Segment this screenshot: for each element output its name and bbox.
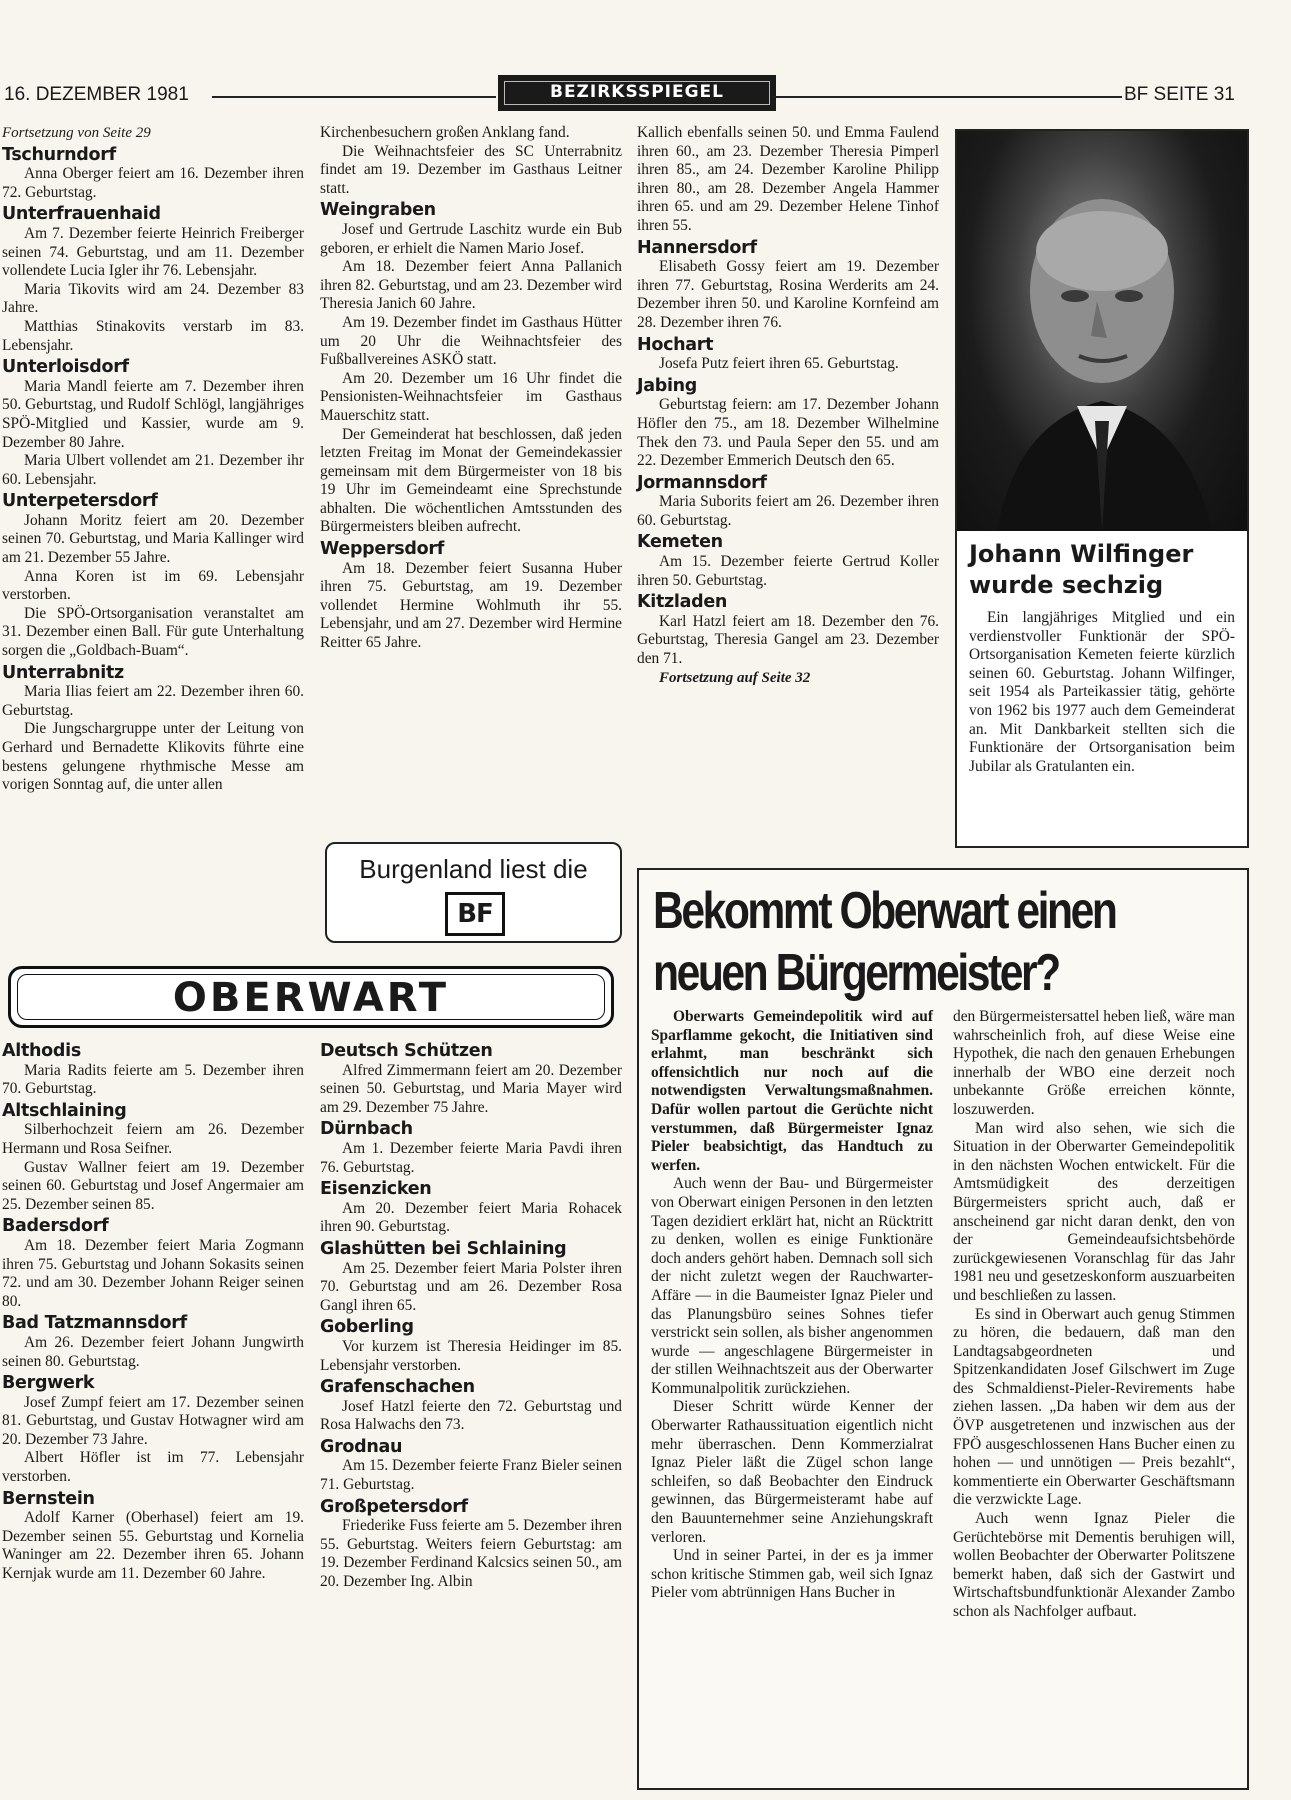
locality-heading: Badersdorf [2, 1216, 109, 1237]
article-paragraph: den Bürgermeistersattel heben ließ, wäre man wahrscheinlich froh, auf diese Weise eine Hypothek, die nach den genauen Erhebungen innerhalb der WBO eine derzeit noch unbekannte Größe erreichen könnte, loszuwerden. [953, 1008, 1235, 1118]
locality-heading: Eisenzicken [320, 1179, 432, 1200]
locality-heading: Dürnbach [320, 1119, 413, 1140]
article-headline [653, 880, 1137, 1004]
portrait-illustration [957, 131, 1247, 531]
locality-heading: Hochart [637, 334, 714, 355]
article-paragraph: Es sind in Oberwart auch genug Stimmen zu hören, die bedauern, daß man den Landtagsabgeordneten und Spitzenkandidaten Josef Gilschwert im Zuge des Schmaldienst-Pieler-Revirements habe ziehen lassen. „Da haben wir dem aus der ÖVP ausgetretenen und inzwischen aus der FPÖ ausgeschlossenen Hans Bucher einen zu hohen — und unnötigen — Preis bezahlt“, kommentierte ein Oberwarter Geschäftsmann die verzwickte Lage. [953, 1305, 1235, 1509]
news-paragraph: Kallich ebenfalls seinen 50. und Emma Faulend ihren 60., am 23. Dezember Theresia Pimperl ihren 85., am 24. Dezember Karoline Philipp ihren 80., am 28. Dezember Angela Hammer ihren 65. und am 29. Dezember Helene Tinhof ihren 55. [637, 124, 939, 234]
locality-heading: Weingraben [320, 200, 436, 221]
section-title: BEZIRKSSPIEGEL [549, 82, 724, 102]
header-rule-left [212, 96, 496, 98]
news-paragraph: Maria Ulbert vollendet am 21. Dezember ihr 60. Lebensjahr. [2, 452, 304, 488]
locality-heading: Unterfrauenhaid [2, 204, 161, 225]
photo-feature [955, 129, 1249, 848]
section-title-box [498, 75, 776, 111]
news-paragraph: Am 15. Dezember feierte Gertrud Koller ihren 50. Geburtstag. [637, 553, 939, 589]
locality-heading: Bergwerk [2, 1373, 95, 1394]
news-paragraph: Adolf Karner (Oberhasel) feiert am 19. Dezember seinen 55. Geburtstag und Kornelia Waninger am 22. Dezember ihren 65. Johann Kernjak wurde am 11. Dezember 60 Jahre. [2, 1509, 304, 1583]
locality-heading: Kemeten [637, 532, 723, 553]
column-3 [637, 124, 939, 687]
locality-heading: Großpetersdorf [320, 1496, 468, 1517]
page-number: BF SEITE 31 [1124, 84, 1235, 105]
news-paragraph: Silberhochzeit feiern am 26. Dezember Hermann und Rosa Seifner. [2, 1121, 304, 1157]
news-paragraph: Die Jungschargruppe unter der Leitung von Gerhard und Bernadette Klikovits führte eine bestens gelungene rhythmische Messe am vorigen Sonntag auf, die unter allen [2, 720, 304, 794]
news-paragraph: Geburtstag feiern: am 17. Dezember Johann Höfler den 75., am 18. Dezember Wilhelmine Thek den 73. und Paula Seper den 55. und am 22. Dezember Emmerich Deutsch den 65. [637, 396, 939, 470]
locality-heading: Glashütten bei Schlaining [320, 1238, 567, 1259]
news-paragraph: Elisabeth Gossy feiert am 19. Dezember ihren 77. Geburtstag, Rosina Werderits am 24. Dezember ihren 50. und Karoline Kornfeind am 28. Dezember ihren 76. [637, 258, 939, 331]
locality-heading: Bad Tatzmannsdorf [2, 1313, 187, 1334]
article-column-2 [953, 1008, 1235, 1622]
news-paragraph: Maria Suborits feiert am 26. Dezember ihren 60. Geburtstag. [637, 493, 939, 529]
photo-caption [965, 539, 1239, 776]
news-paragraph: Am 25. Dezember feiert Maria Polster ihren 70. Geburtstag und am 26. Dezember Rosa Gangl ihren 65. [320, 1259, 622, 1314]
article-column-1 [651, 1008, 933, 1603]
news-paragraph: Alfred Zimmermann feiert am 20. Dezember seinen 50. Geburtstag, und Maria Mayer wird am 29. Dezember 75 Jahre. [320, 1061, 622, 1116]
news-paragraph: Am 15. Dezember feierte Franz Bieler seinen 71. Geburtstag. [320, 1457, 622, 1494]
news-paragraph: Josef Zumpf feiert am 17. Dezember seinen 81. Geburtstag, und Gustav Hotwagner wird am 20. Dezember 73 Jahre. [2, 1393, 304, 1448]
news-paragraph: Am 20. Dezember feiert Maria Rohacek ihren 90. Geburtstag. [320, 1199, 622, 1236]
news-paragraph: Am 19. Dezember findet im Gasthaus Hütter um 20 Uhr die Weihnachtsfeier des Fußballvereines ASKÖ statt. [320, 313, 622, 369]
news-paragraph: Am 20. Dezember um 16 Uhr findet die Pensionisten-Weihnachtsfeier im Gasthaus Mauerschitz statt. [320, 369, 622, 424]
news-paragraph: Johann Moritz feiert am 20. Dezember seinen 70. Geburtstag, und Maria Kallinger wird am 21. Dezember 55 Jahre. [2, 511, 304, 567]
column-4 [2, 1039, 304, 1584]
locality-heading: Grodnau [320, 1436, 403, 1457]
article-paragraph: Dieser Schritt würde Kenner der Oberwarter Rathaussituation eigentlich nicht mehr überraschen. Denn Kommerzialrat Ignaz Pieler läßt die Zügel schon lange schleifen, so daß Beobachter den Eindruck gewinnen, das Bürgermeisteramt habe auf den Bauunternehmer seine Anziehungskraft verloren. [651, 1398, 933, 1546]
headline-line-2: neuen Bürgermeister? [653, 944, 1059, 1002]
news-paragraph: Maria Ilias feiert am 22. Dezember ihren 60. Geburtstag. [2, 683, 304, 719]
news-paragraph: Am 18. Dezember feiert Anna Pallanich ihren 82. Geburtstag, und am 23. Dezember wird Theresia Janich 60 Jahre. [320, 258, 622, 313]
article-paragraph: Auch wenn der Bau- und Bürgermeister von Oberwart einigen Personen in den letzten Tagen dezidiert erklärt hat, nicht an Rücktritt zu denken, wollen es einige Funktionäre doch anders gehört haben. Demnach soll sich der nicht zuletzt wegen der Rauchwarter-Affäre — in die Baumeister Ignaz Pieler und das Planungsbüro seines Sohnes tiefer verstrickt sein sollen, als bisher angenommen wurde — angeschlagene Bürgermeister in der stillen Weihnachtszeit aus der Oberwarter Kommunalpolitik zurückziehen. [651, 1175, 933, 1397]
news-paragraph: Karl Hatzl feiert am 18. Dezember den 76. Geburtstag, Theresia Gangel am 23. Dezember den 71. [637, 612, 939, 668]
locality-heading: Jormannsdorf [637, 472, 767, 493]
news-paragraph: Der Gemeinderat hat beschlossen, daß jeden letzten Freitag im Monat der Gemeindekassier gemeinsam mit dem Bürgermeister von 18 bis 19 Uhr im Gemeindeamt eine Sprechstunde abhalten. Die wöchentlichen Amtsstunden des Bürgermeisters bleiben aufrecht. [320, 425, 622, 536]
continuation-note: Fortsetzung auf Seite 32 [659, 669, 811, 686]
bf-logo: BF [445, 892, 505, 936]
news-paragraph: Albert Höfler ist im 77. Lebensjahr verstorben. [2, 1449, 304, 1486]
locality-heading: Unterpetersdorf [2, 491, 158, 512]
issue-date: 16. DEZEMBER 1981 [4, 84, 189, 105]
feature-article [637, 868, 1249, 1790]
district-title: OBERWART [172, 975, 450, 1021]
caption-text: Ein langjähriges Mitglied und ein verdienstvoller Funktionär der SPÖ-Ortsorganisation Kemeten feierte kürzlich seinen 60. Geburtstag. Johann Wilfinger, seit 1954 als Parteikassier tätig, gehörte von 1962 bis 1977 auch dem Gemeinderat an. Mit Dankbarkeit stellten sich die Funktionäre der Ortsorganisation beim Jubilar als Gratulanten ein. [969, 609, 1235, 775]
locality-heading: Goberling [320, 1317, 414, 1338]
locality-heading: Tschurndorf [2, 144, 116, 165]
header-rule-right [772, 96, 1122, 98]
locality-heading: Unterloisdorf [2, 357, 129, 378]
news-paragraph: Am 18. Dezember feiert Maria Zogmann ihren 75. Geburtstag und Johann Sokasits seinen 72. und am 30. Dezember Johann Reiger seinen 80. [2, 1236, 304, 1310]
locality-heading: Weppersdorf [320, 539, 445, 560]
news-paragraph: Am 26. Dezember feiert Johann Jungwirth seinen 80. Geburtstag. [2, 1333, 304, 1370]
ad-slogan: Burgenland liest die [359, 854, 588, 884]
news-paragraph: Anna Oberger feiert am 16. Dezember ihren 72. Geburtstag. [2, 165, 304, 201]
news-paragraph: Josef Hatzl feierte den 72. Geburtstag und Rosa Halwachs den 73. [320, 1397, 622, 1434]
locality-heading: Jabing [637, 375, 698, 396]
article-paragraph: Auch wenn Ignaz Pieler die Gerüchtebörse mit Dementis beruhigen will, wollen Beobachter der Oberwarter Politszene bemerkt haben, daß sich der Gastwirt und Wirtschaftsbundfunktionär Alexander Zambo schon als Nachfolger aufbaut. [953, 1510, 1235, 1620]
locality-heading: Kitzladen [637, 592, 728, 613]
locality-heading: Deutsch Schützen [320, 1041, 493, 1061]
news-paragraph: Gustav Wallner feiert am 19. Dezember seinen 60. Geburtstag und Josef Angermaier am 25. Dezember seinen 85. [2, 1158, 304, 1213]
column-2 [320, 124, 622, 653]
news-paragraph: Josef und Gertrude Laschitz wurde ein Bub geboren, er erhielt die Namen Mario Josef. [320, 220, 622, 257]
news-paragraph: Am 1. Dezember feierte Maria Pavdi ihren 76. Geburtstag. [320, 1139, 622, 1176]
locality-heading: Altschlaining [2, 1100, 127, 1121]
news-paragraph: Josefa Putz feiert ihren 65. Geburtstag. [659, 355, 899, 373]
news-paragraph: Am 7. Dezember feierte Heinrich Freiberger seinen 74. Geburtstag, und am 11. Dezember vollendete Lucia Igler ihr 76. Lebensjahr. [2, 224, 304, 280]
locality-heading: Unterrabnitz [2, 662, 124, 683]
news-paragraph: Die SPÖ-Ortsorganisation veranstaltet am 31. Dezember einen Ball. Für gute Unterhaltung sorgen die „Goldbach-Buam“. [2, 604, 304, 660]
headline-line-1: Bekommt Oberwart einen [653, 882, 1116, 940]
district-banner [8, 966, 614, 1028]
news-paragraph: Vor kurzem ist Theresia Heidinger im 85. Lebensjahr verstorben. [320, 1337, 622, 1374]
article-lead: Oberwarts Gemeindepolitik wird auf Sparflamme gekocht, die Initiativen sind erlahmt, man beschränkt sich offensichtlich nur noch auf die notwendigsten Verwaltungsmaßnahmen. Dafür wollen partout die Gerüchte nicht verstummen, daß Bürgermeister Ignaz Pieler beabsichtigt, das Handtuch zu werfen. [651, 1008, 933, 1174]
news-paragraph: Maria Radits feierte am 5. Dezember ihren 70. Geburtstag. [2, 1061, 304, 1098]
news-paragraph: Die Weihnachtsfeier des SC Unterrabnitz findet am 19. Dezember im Gasthaus Leitner statt. [320, 142, 622, 197]
locality-heading: Hannersdorf [637, 237, 757, 258]
locality-heading: Bernstein [2, 1488, 95, 1509]
continuation-note: Fortsetzung von Seite 29 [2, 125, 151, 141]
article-paragraph: Und in seiner Partei, in der es ja immer schon kritische Stimmen gab, weil sich Ignaz Pieler vom abtrünnigen Hans Bucher in [651, 1547, 933, 1602]
news-paragraph: Friederike Fuss feierte am 5. Dezember ihren 55. Geburtstag. Weiters feiern Geburtstag: am 19. Dezember Ferdinand Kalcsics seinen 50., am 20. Dezember Ing. Albin [320, 1517, 622, 1591]
news-paragraph: Maria Tikovits wird am 24. Dezember 83 Jahre. [2, 280, 304, 317]
news-paragraph: Kirchenbesuchern großen Anklang fand. [320, 124, 570, 141]
house-ad [325, 842, 622, 943]
column-5 [320, 1039, 622, 1592]
column-1 [2, 124, 304, 795]
article-paragraph: Man wird also sehen, wie sich die Situation in der Oberwarter Gemeindepolitik in den nächsten Wochen entwickelt. Für die Amtsmüdigkeit des derzeitigen Bürgermeisters spricht auch, daß er anscheinend gar nicht daran denkt, den von der Gemeindeaufsichtsbehörde zurückgewiesenen Voranschlag für das Jahr 1981 neu und gesetzeskonform auszuarbeiten und beschließen zu lassen. [953, 1119, 1235, 1304]
news-paragraph: Maria Mandl feierte am 7. Dezember ihren 50. Geburtstag, und Rudolf Schlögl, langjähriges SPÖ-Mitglied und Kassier, wurde am 9. Dezember 80 Jahre. [2, 377, 304, 451]
news-paragraph: Anna Koren ist im 69. Lebensjahr verstorben. [2, 567, 304, 604]
portrait-photo [957, 131, 1247, 531]
locality-heading: Althodis [2, 1041, 81, 1061]
news-paragraph: Am 18. Dezember feiert Susanna Huber ihren 75. Geburtstag, am 19. Dezember vollendet Hermine Wohlmuth ihr 55. Lebensjahr, und am 27. Dezember wird Hermine Reitter 65 Jahre. [320, 559, 622, 652]
caption-title: Johann Wilfinger wurde sechzig [969, 540, 1194, 599]
news-paragraph: Matthias Stinakovits verstarb im 83. Lebensjahr. [2, 317, 304, 354]
locality-heading: Grafenschachen [320, 1377, 475, 1398]
